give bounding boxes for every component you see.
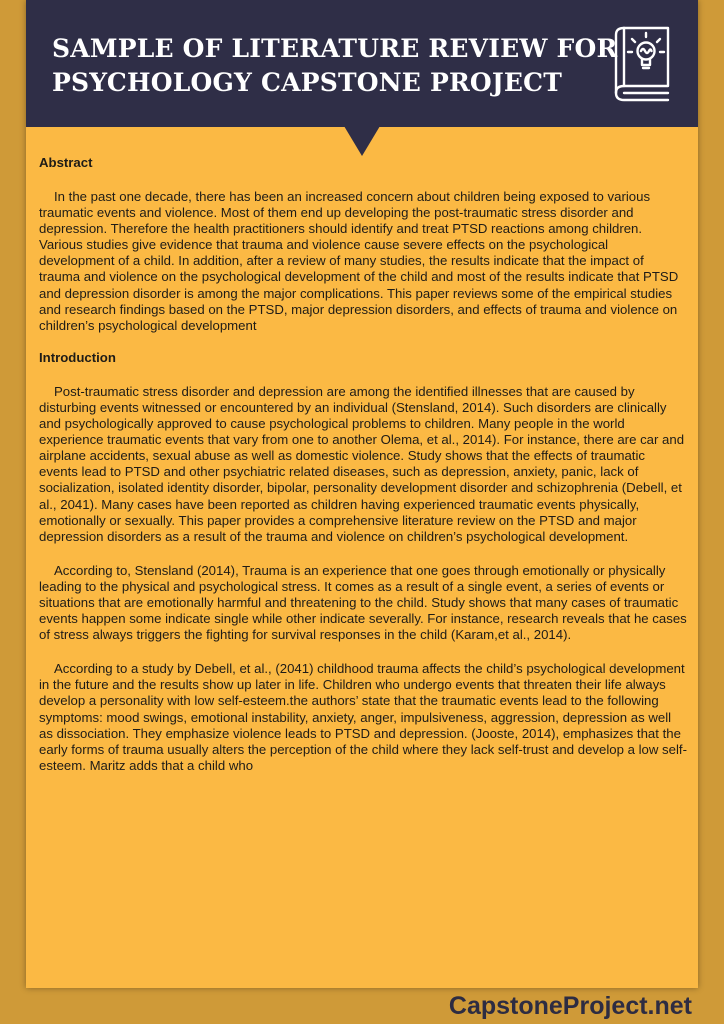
page-title bbox=[52, 32, 618, 100]
abstract-paragraph: In the past one decade, there has been an increased concern about children being exposed to various traumatic events and violence. Most of them end up developing the post-traumatic stress disorder and depression. Therefore the health practitioners should identify and treat PTSD reactions among children. Various studies give evidence that trauma and violence cause severe effects on the psychological development of a child. In addition, after a review of many studies, the results indicate that the impact of trauma and violence on the psychological development of the child and most of the results indicate that PTSD and depression disorder is among the major complications. This paper reviews some of the empirical studies and research findings based on the PTSD, major depression disorders, and effects of trauma and violence on children’s psychological development bbox=[39, 189, 679, 333]
title-line-2: PSYCHOLOGY CAPSTONE PROJECT bbox=[52, 68, 563, 97]
header-banner bbox=[26, 0, 698, 127]
introduction-paragraph-3: According to a study by Debell, et al., (2041) childhood trauma affects the child’s psychological development in the future and the results show up later in life. Children who undergo events that threaten their life always develop a personality with low self-esteem.the authors’ state that the traumatic events lead to the following symptoms: mood swings, emotional instability, anxiety, anger, impulsiveness, aggression, depression as well as dissociation. They emphasize violence leads to PTSD and depression. (Jooste, 2014), emphasizes that the early forms of trauma usually alters the perception of the child where they lack self-trust and develop a low self-esteem. Maritz adds that a child who bbox=[39, 661, 687, 773]
document-page bbox=[26, 0, 698, 988]
title-line-1: SAMPLE OF LITERATURE REVIEW FOR bbox=[52, 34, 618, 63]
introduction-paragraph-1: Post-traumatic stress disorder and depression are among the identified illnesses that are caused by disturbing events witnessed or encountered by an individual (Stensland, 2014). Such disorders are clinically and psychologically approved to cause psychological problems to children. Many people in the world experience traumatic events that vary from one to another Olema, et al., 2014). For instance, there are car and airplane accidents, sexual abuse as well as domestic violence. Study shows that the effects of traumatic events lead to PTSD and other psychiatric related diseases, such as depression, anxiety, panic, lack of socialization, isolated identity disorder, bipolar, personality development disorder and schizophrenia (Debell, et al., 2041). Many cases have been reported as children having experienced traumatic events physically, emotionally or sexually. This paper provides a comprehensive literature review on the PTSD and major depression disorders as a result of the trauma and violence on children’s psychological development. bbox=[39, 383, 685, 544]
introduction-paragraph-2: According to, Stensland (2014), Trauma is an experience that one goes through emotionally or physically leading to the physical and psychological stress. It comes as a result of a single event, a series of events or situations that are emotionally harmful and threatening to the child. Study shows that many cases of traumatic events happen some indicate single while other indicate severally. For instance, research reveals that he cases of stress always triggers the fighting for survival responses in the child (Karam,et al., 2014). bbox=[39, 562, 687, 643]
brand-watermark: CapstoneProject.net bbox=[448, 992, 692, 1020]
header-pointer bbox=[344, 126, 380, 156]
abstract-heading: Abstract bbox=[39, 155, 93, 170]
book-lightbulb-icon bbox=[610, 22, 676, 106]
document-body bbox=[39, 155, 687, 774]
introduction-heading: Introduction bbox=[39, 349, 116, 365]
